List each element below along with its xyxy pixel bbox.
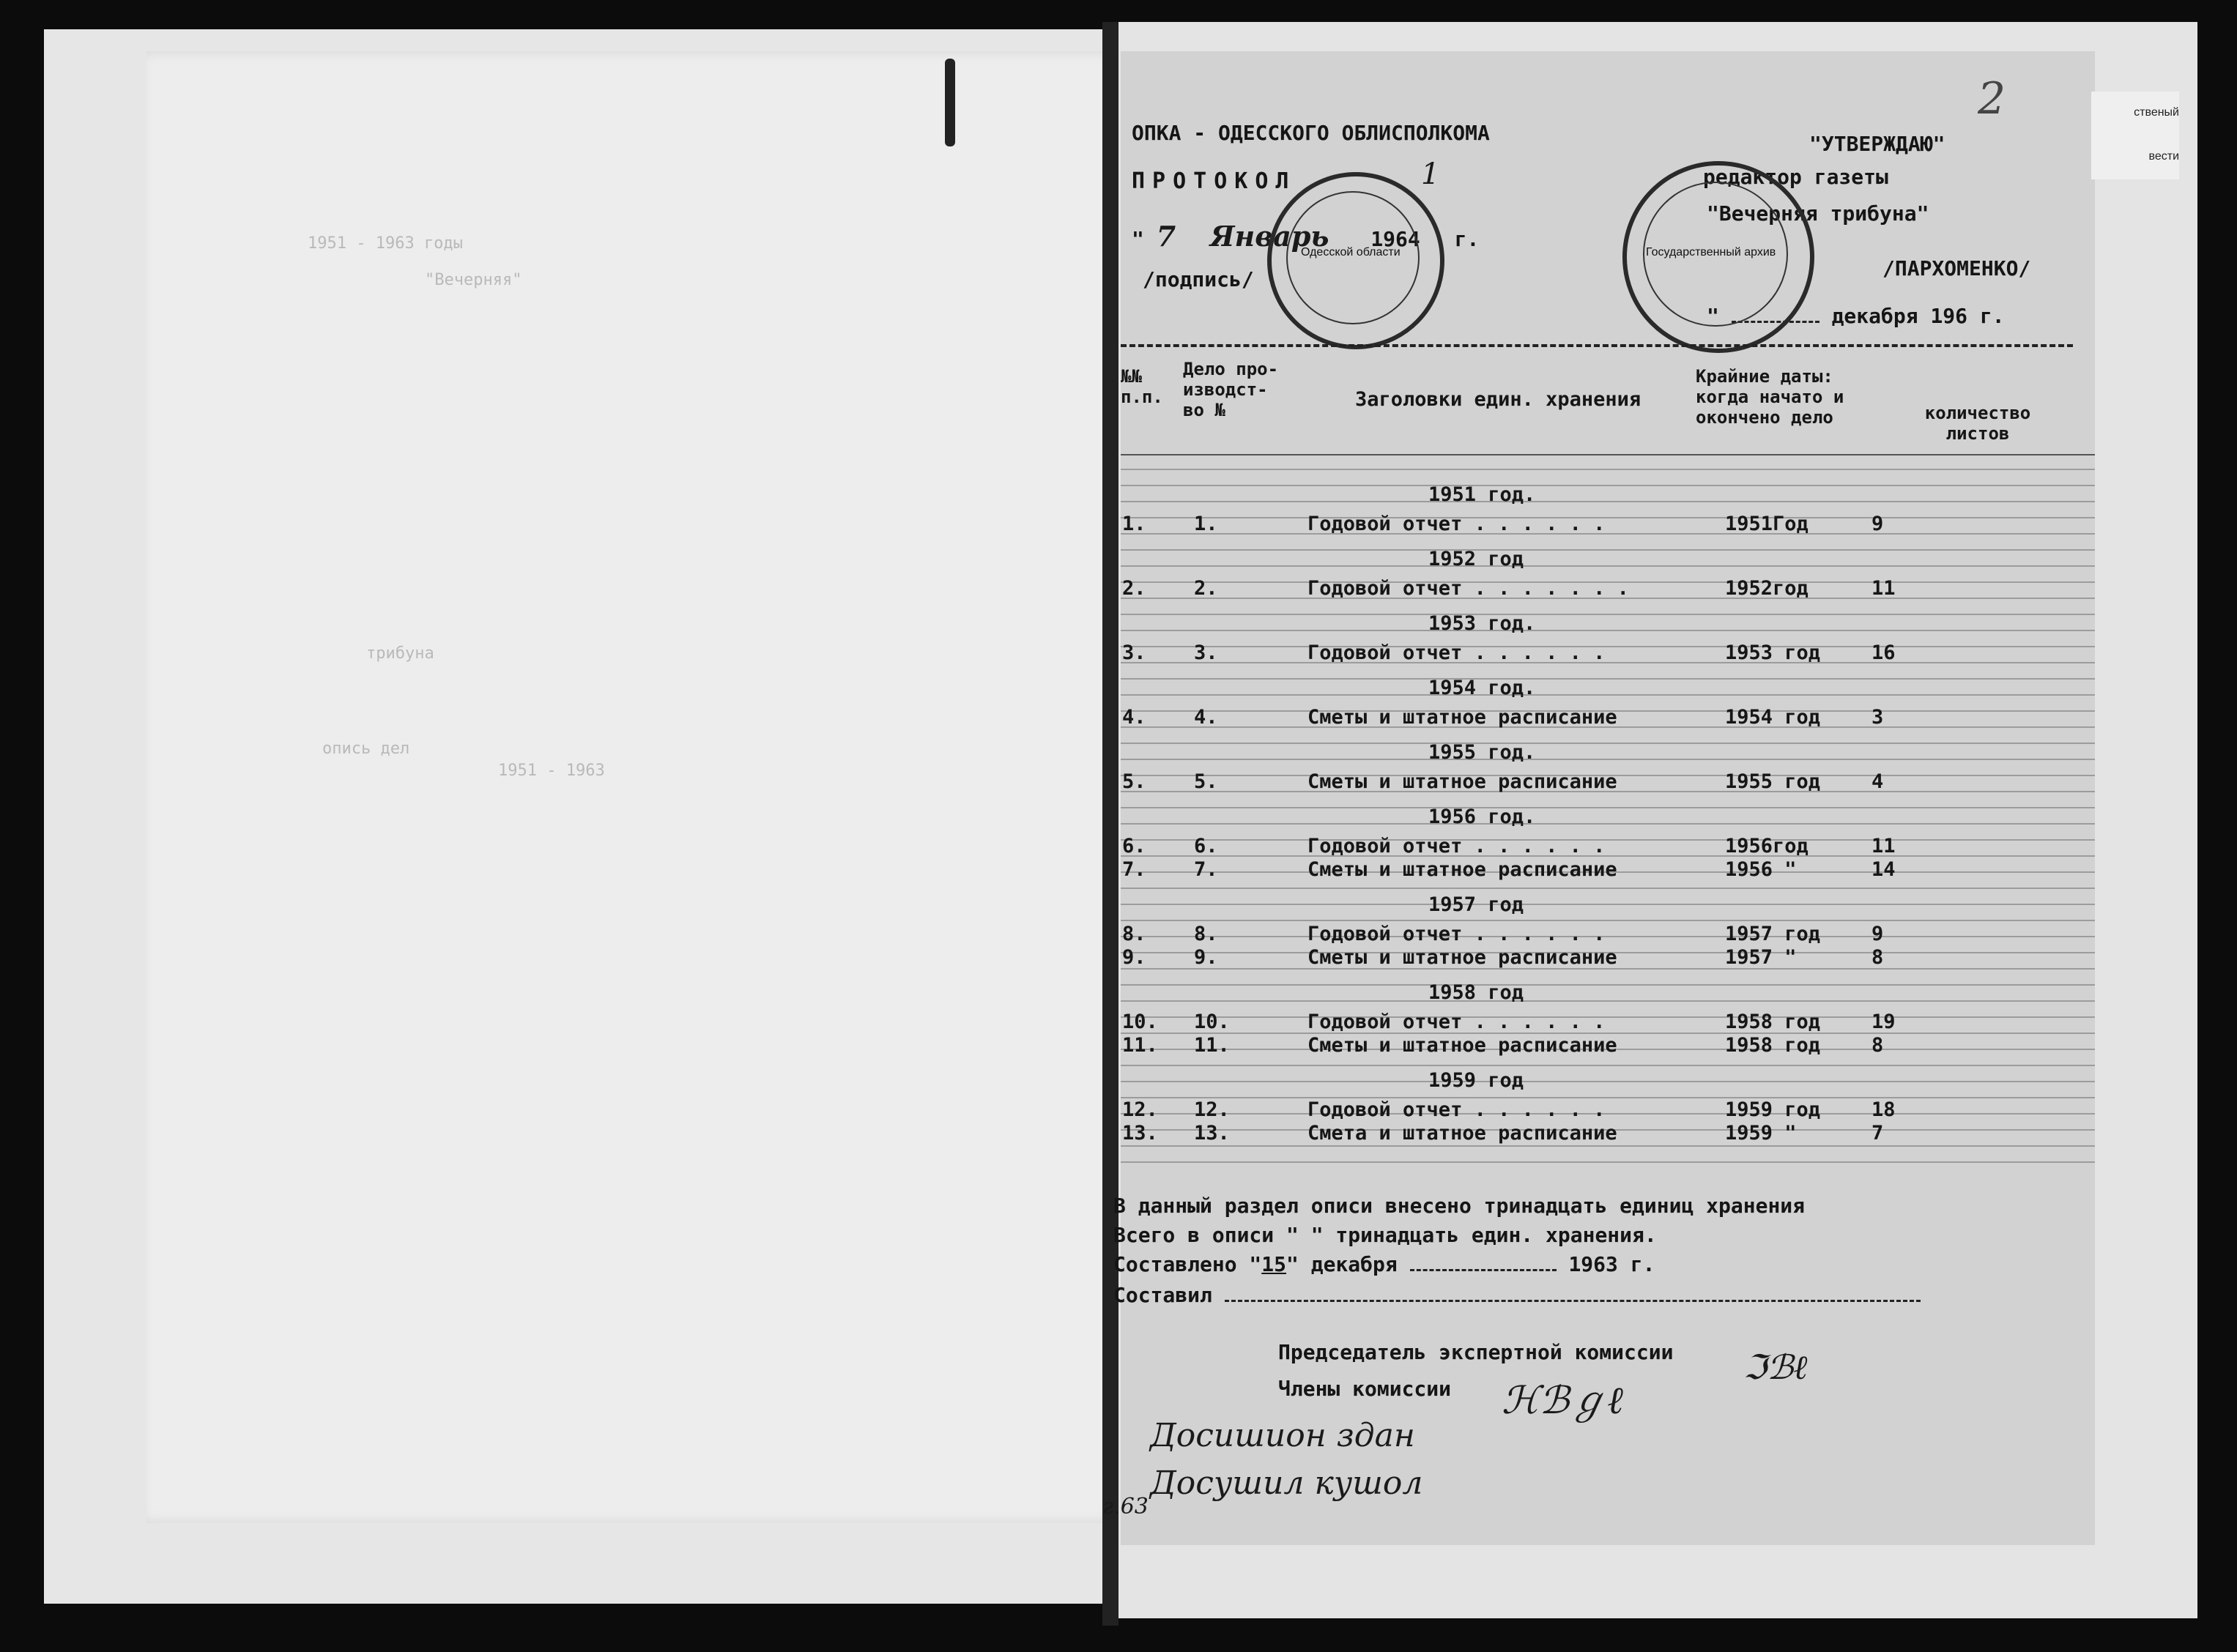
ruled-line xyxy=(1121,533,2095,535)
footer-line-4 xyxy=(1113,1283,1921,1307)
row-sheets: 8 xyxy=(1871,1034,1884,1057)
stamp-text: Одесской области xyxy=(1301,246,1401,258)
ruled-line xyxy=(1121,759,2095,760)
ruled-line xyxy=(1121,807,2095,808)
row-number: 11. xyxy=(1122,1034,1158,1057)
row-date: 1959 " xyxy=(1725,1122,1797,1145)
row-date: 1951Год xyxy=(1725,513,1808,535)
row-date: 1957 " xyxy=(1725,946,1797,969)
year-heading: 1951 год. xyxy=(1428,483,1536,506)
row-case-number: 11. xyxy=(1194,1034,1230,1057)
row-number: 1. xyxy=(1122,513,1146,535)
ruled-line xyxy=(1121,855,2095,857)
protocol-date-mark: " xyxy=(1132,227,1144,251)
row-number: 12. xyxy=(1122,1098,1158,1121)
row-date: 1958 год xyxy=(1725,1034,1821,1057)
row-date: 1953 год xyxy=(1725,641,1821,664)
row-title: Годовой отчет . . . . . . xyxy=(1307,513,1606,535)
col-title-header: Заголовки един. хранения xyxy=(1355,388,1641,411)
row-case-number: 7. xyxy=(1194,858,1218,881)
row-case-number: 9. xyxy=(1194,946,1218,969)
row-title: Сметы и штатное расписание xyxy=(1307,706,1617,729)
faint-line: 1951 - 1963 годы xyxy=(308,234,463,253)
ruled-line xyxy=(1121,517,2095,518)
year-heading: 1958 год xyxy=(1428,981,1524,1004)
protocol-label: ПРОТОКОЛ xyxy=(1132,168,1296,194)
year-heading: 1957 год xyxy=(1428,893,1524,916)
member-signature: ℋℬℊℓ xyxy=(1502,1379,1623,1423)
ink-mark xyxy=(945,59,955,146)
protocol-year-suffix: г. xyxy=(1454,227,1480,251)
editor-date-month: декабря xyxy=(1831,304,1918,328)
year-heading: 1952 год xyxy=(1428,548,1524,570)
ruled-line xyxy=(1121,565,2095,567)
row-sheets: 18 xyxy=(1871,1098,1896,1121)
ruled-line xyxy=(1121,1081,2095,1082)
row-case-number: 6. xyxy=(1194,835,1218,857)
year-heading: 1956 год. xyxy=(1428,805,1536,828)
year-heading: 1953 год. xyxy=(1428,612,1536,635)
ruled-line xyxy=(1121,904,2095,905)
faint-line: "Вечерняя" xyxy=(425,271,522,289)
row-number: 13. xyxy=(1122,1122,1158,1145)
newspaper-name: "Вечерняя трибуна" xyxy=(1707,201,1929,226)
row-sheets: 9 xyxy=(1871,513,1884,535)
footer-line-2: Всего в описи " " тринадцать един. хранения. xyxy=(1113,1223,1657,1247)
row-case-number: 4. xyxy=(1194,706,1218,729)
col-sheets-header: количество листов xyxy=(1924,403,2031,444)
row-sheets: 4 xyxy=(1871,770,1884,793)
ruled-line xyxy=(1121,823,2095,825)
chair-signature: ℑℬℓ xyxy=(1743,1347,1808,1387)
ruled-line xyxy=(1121,1145,2095,1147)
ruled-line xyxy=(1121,646,2095,647)
round-stamp-left xyxy=(1267,172,1444,349)
row-date: 1959 год xyxy=(1725,1098,1821,1121)
row-number: 6. xyxy=(1122,835,1146,857)
handwritten-line-1: Досишион здан xyxy=(1150,1417,1415,1454)
row-case-number: 5. xyxy=(1194,770,1218,793)
faint-line: трибуна xyxy=(366,644,434,663)
row-title: Годовой отчет . . . . . . xyxy=(1307,641,1606,664)
row-title: Годовой отчет . . . . . . xyxy=(1307,835,1606,857)
row-title: Годовой отчет . . . . . . xyxy=(1307,1011,1606,1033)
ruled-line xyxy=(1121,1016,2095,1018)
row-case-number: 12. xyxy=(1194,1098,1230,1121)
handwritten-note: г.63 xyxy=(1102,1494,1149,1519)
round-stamp-right xyxy=(1622,161,1814,353)
row-title: Сметы и штатное расписание xyxy=(1307,1034,1617,1057)
chair-label: Председатель экспертной комиссии xyxy=(1278,1340,1674,1364)
ruled-line xyxy=(1121,469,2095,470)
row-title: Годовой отчет . . . . . . xyxy=(1307,923,1606,945)
blank xyxy=(1410,1269,1557,1271)
protocol-day: 7 xyxy=(1156,220,1176,253)
year-heading: 1959 год xyxy=(1428,1069,1524,1092)
row-case-number: 1. xyxy=(1194,513,1218,535)
ruled-line xyxy=(1121,1161,2095,1163)
ruled-line xyxy=(1121,1065,2095,1066)
footer-line-1: В данный раздел описи внесено тринадцать единиц хранения xyxy=(1113,1194,1806,1218)
org-header: ОПКА - ОДЕССКОГО ОБЛИСПОЛКОМА xyxy=(1132,121,1490,145)
row-number: 3. xyxy=(1122,641,1146,664)
row-date: 1956год xyxy=(1725,835,1808,857)
ruled-line xyxy=(1121,743,2095,744)
compiled-label: Составлено " xyxy=(1113,1252,1262,1276)
row-sheets: 11 xyxy=(1871,577,1896,600)
row-title: Смета и штатное расписание xyxy=(1307,1122,1617,1145)
row-date: 1952год xyxy=(1725,577,1808,600)
protocol-month: Январь xyxy=(1210,220,1329,253)
approve-label: "УТВЕРЖДАЮ" xyxy=(1809,132,1945,156)
ruled-line xyxy=(1121,1000,2095,1002)
faint-line: 1951 - 1963 xyxy=(498,762,605,780)
left-page xyxy=(146,51,1121,1523)
col-num-header: №№ п.п. xyxy=(1121,366,1163,407)
compiled-by-label: Составил xyxy=(1113,1283,1212,1307)
compiled-month: " декабря xyxy=(1286,1252,1398,1276)
ruled-line xyxy=(1121,936,2095,937)
ruled-line xyxy=(1121,888,2095,889)
editor-date-suffix: г. xyxy=(1979,304,2005,328)
row-date: 1958 год xyxy=(1725,1011,1821,1033)
book-spine xyxy=(1102,22,1118,1626)
row-sheets: 9 xyxy=(1871,923,1884,945)
row-title: Годовой отчет . . . . . . . xyxy=(1307,577,1629,600)
row-sheets: 7 xyxy=(1871,1122,1884,1145)
paper-strip xyxy=(2091,92,2179,179)
ruled-line xyxy=(1121,662,2095,663)
ruled-line xyxy=(1121,678,2095,680)
year-heading: 1954 год. xyxy=(1428,677,1536,699)
row-case-number: 3. xyxy=(1194,641,1218,664)
row-number: 4. xyxy=(1122,706,1146,729)
editor-signature: /ПАРХОМЕНКО/ xyxy=(1882,256,2031,280)
ruled-line xyxy=(1121,984,2095,986)
ruled-line xyxy=(1121,920,2095,921)
col-dates-header: Крайние даты: когда начато и окончено дело xyxy=(1696,366,1844,428)
row-number: 9. xyxy=(1122,946,1146,969)
col-case-header: Дело про- изводст- во № xyxy=(1183,359,1279,420)
row-title: Сметы и штатное расписание xyxy=(1307,770,1617,793)
ruled-line xyxy=(1121,1097,2095,1098)
strip-text-2: вести xyxy=(2148,150,2179,163)
members-label: Члены комиссии xyxy=(1278,1377,1452,1401)
table-header-rule xyxy=(1121,454,2095,455)
row-case-number: 2. xyxy=(1194,577,1218,600)
ruled-line xyxy=(1121,549,2095,551)
signature-label: /подпись/ xyxy=(1143,267,1254,291)
row-number: 5. xyxy=(1122,770,1146,793)
row-case-number: 10. xyxy=(1194,1011,1230,1033)
ruled-line xyxy=(1121,694,2095,696)
row-sheets: 8 xyxy=(1871,946,1884,969)
row-number: 2. xyxy=(1122,577,1146,600)
row-date: 1955 год xyxy=(1725,770,1821,793)
row-title: Годовой отчет . . . . . . xyxy=(1307,1098,1606,1121)
row-number: 10. xyxy=(1122,1011,1158,1033)
strip-text-1: ственый xyxy=(2134,106,2179,119)
footer-line-3 xyxy=(1113,1252,1655,1276)
ruled-line xyxy=(1121,1113,2095,1115)
row-sheets: 11 xyxy=(1871,835,1896,857)
row-case-number: 13. xyxy=(1194,1122,1230,1145)
protocol-number: 1 xyxy=(1421,157,1440,191)
editor-date-year: 196 xyxy=(1930,304,1968,328)
row-date: 1954 год xyxy=(1725,706,1821,729)
faint-line: опись дел xyxy=(322,740,410,758)
ruled-line xyxy=(1121,485,2095,486)
row-sheets: 14 xyxy=(1871,858,1896,881)
ruled-line xyxy=(1121,839,2095,841)
table-top-dash xyxy=(1121,344,2073,347)
compiled-day: 15 xyxy=(1261,1252,1287,1276)
row-case-number: 8. xyxy=(1194,923,1218,945)
blank xyxy=(1225,1300,1921,1302)
protocol-year: 1964 xyxy=(1370,227,1420,251)
row-title: Сметы и штатное расписание xyxy=(1307,858,1617,881)
row-sheets: 16 xyxy=(1871,641,1896,664)
compiled-year: 1963 г. xyxy=(1568,1252,1655,1276)
row-number: 7. xyxy=(1122,858,1146,881)
stamp-text: Государственный архив xyxy=(1646,246,1776,258)
year-heading: 1955 год. xyxy=(1428,741,1536,764)
page-number: 2 xyxy=(1978,73,2006,124)
ruled-line xyxy=(1121,614,2095,615)
row-sheets: 3 xyxy=(1871,706,1884,729)
row-date: 1957 год xyxy=(1725,923,1821,945)
handwritten-line-2: Досушил кушол xyxy=(1150,1465,1423,1502)
row-title: Сметы и штатное расписание xyxy=(1307,946,1617,969)
ruled-line xyxy=(1121,630,2095,631)
editor-date-prefix: " xyxy=(1707,304,1719,328)
row-sheets: 19 xyxy=(1871,1011,1896,1033)
row-date: 1956 " xyxy=(1725,858,1797,881)
editor-label: редактор газеты xyxy=(1703,165,1888,189)
ruled-line xyxy=(1121,501,2095,502)
row-number: 8. xyxy=(1122,923,1146,945)
